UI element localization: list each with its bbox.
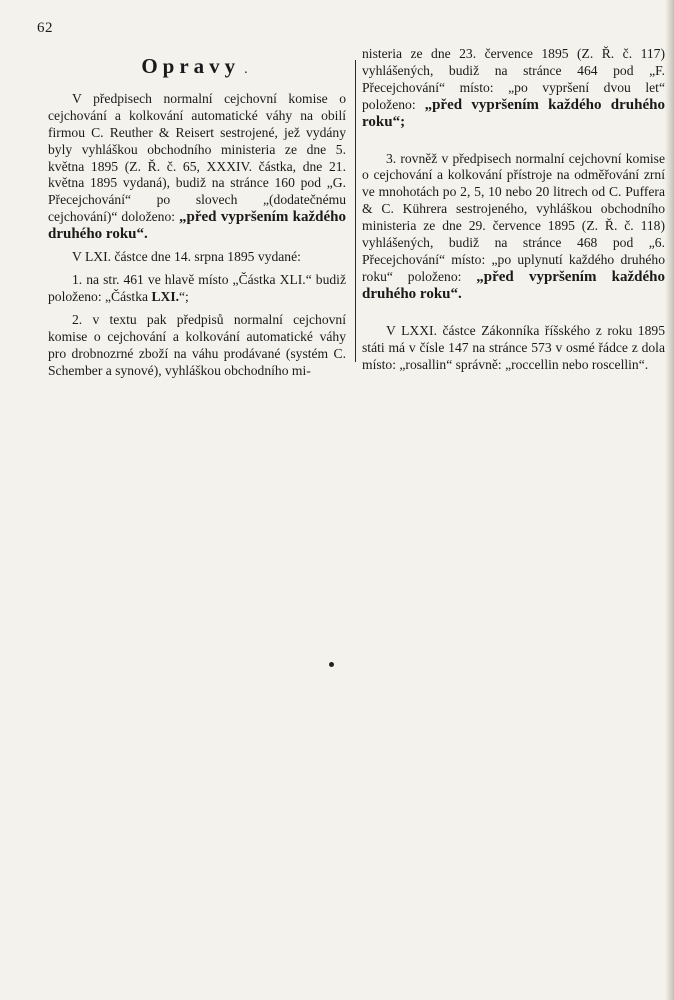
paragraph-text: 1. na str. 461 ve hlavě místo „Částka XLI.“ budiž položeno: „Částka xyxy=(48,271,346,304)
ink-dot xyxy=(329,662,334,667)
correction-paragraph-3 xyxy=(48,272,346,306)
correction-emphasis: „před vypršením každého druhého roku“; xyxy=(362,96,665,130)
right-column xyxy=(362,46,665,373)
correction-paragraph-7: V LXXI. částce Zákonníka říšského z roku 1895 státi má v čísle 147 na stránce 573 v osmé řádce z dola místo: „rosallin“ správně: „roccellin nebo roscellin“. xyxy=(362,322,665,372)
correction-emphasis: „před vypršením každého druhého roku“. xyxy=(362,268,666,302)
title-dot: . xyxy=(244,62,253,77)
correction-paragraph-2: V LXI. částce dne 14. srpna 1895 vydané: xyxy=(72,249,301,265)
correction-paragraph-4: 2. v textu pak předpisů normalní cejchovní komise o cejchování a kolkování automatické váhy pro drobnozrné zboží na váhu prodávané (systém C. Schember a synové), vyhláškou obchodního mi- xyxy=(48,311,346,378)
paragraph-text: nisteria ze dne 23. července 1895 (Z. Ř. č. 117) vyhlášených, budiž na stránce 464 pod „F. Přecejchování“ místo: „po vypršení dvou let“ položeno: xyxy=(362,46,665,112)
page-title xyxy=(48,54,346,79)
correction-paragraph-5 xyxy=(362,46,665,131)
paragraph-text: V předpisech normalní cejchovní komise o cejchování a kolkování automatické váhy na obilí firmou C. Reuther & Reisert sestrojené, jež vydány byly vyhláškou obchodního ministeria ze dne 5. května 1895 (Z. Ř. č. 65, XXXIV. částka, dne 21. května 1895 vydaná), budiž na stránce 160 pod „G. Přecejchování“ po slovech „(dodatečnému cejchování)“ doloženo: xyxy=(48,90,346,225)
left-column xyxy=(48,48,346,379)
paragraph-tail: “; xyxy=(179,288,189,304)
title-text: Opravy xyxy=(141,54,241,78)
page-number: 62 xyxy=(37,20,53,36)
correction-emphasis: LXI. xyxy=(151,288,180,304)
correction-paragraph-6 xyxy=(362,151,665,303)
correction-paragraph-1 xyxy=(48,91,346,243)
paragraph-text: 3. rovněž v předpisech normalní cejchovní komise o cejchování a kolkování přístroje na odměřování zrní ve mnohotách po 2, 5, 10 nebo 20 litrech od C. Puffera & C. Kührera sestrojeného, vyhláškou obchodního ministeria ze dne 29. července 1895 (Z. Ř. č. 118) vyhlášených, budiž na stránce 468 pod „6. Přecejchování“ místo: „po uplynutí každého druhého roku“ položeno: xyxy=(362,150,665,284)
column-divider xyxy=(355,60,356,362)
page-edge-shadow xyxy=(665,0,674,1000)
correction-emphasis: „před vypršením každého druhého roku“. xyxy=(48,209,346,243)
